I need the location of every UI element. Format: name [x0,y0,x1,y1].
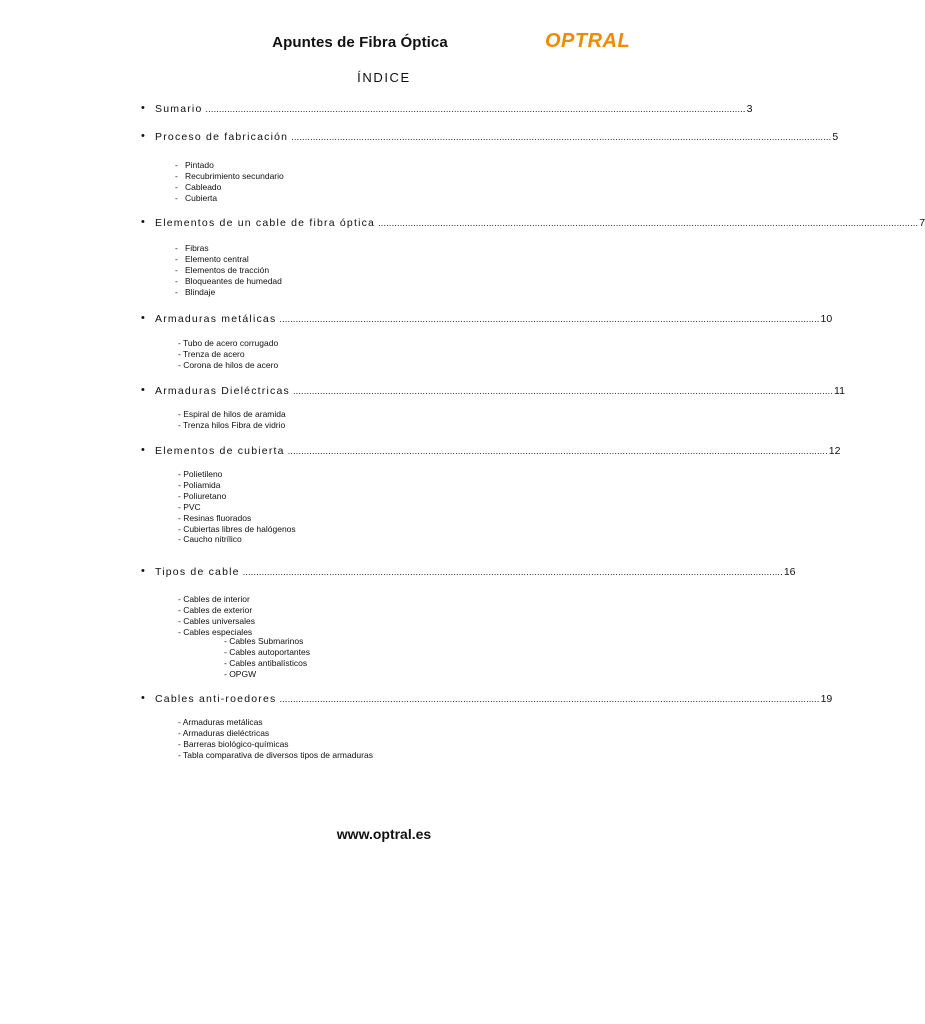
toc-entry[interactable] [141,130,839,144]
toc-subitem: - Espiral de hilos de aramida [178,409,286,419]
toc-page-number: 11 [834,385,845,397]
dot-leader: ........................................................................................................................................................................................................ [378,218,919,228]
dot-leader: ........................................................................................................................................................................................................ [242,567,783,577]
toc-subitem [175,276,282,287]
toc-entry[interactable] [141,216,925,230]
dash-marker: - [175,170,178,181]
toc-entry-row [155,102,753,116]
toc-page-number: 5 [832,131,839,143]
bullet-icon: • [141,384,145,396]
toc-subitem: - Caucho nitrílico [178,534,242,545]
toc-subitem: - Corona de hilos de acero [178,359,279,370]
dash-marker: - [175,160,178,170]
toc-subitem: - Tabla comparativa de diversos tipos de armaduras [178,749,373,760]
toc-subitem: - Armaduras dieléctricas [178,727,270,738]
toc-page-number: 7 [919,217,925,229]
toc-subitem: - Resinas fluorados [178,512,252,523]
toc-subitem-label: Bloqueantes de humedad [185,275,282,286]
toc-entry-label: Armaduras metálicas [155,313,277,325]
toc-subitem: - PVC [178,501,201,512]
toc-entry-label: Cables anti-roedores [155,693,277,705]
optral-logo: OPTRAL [545,30,631,52]
toc-subitem-label: Cubierta [185,192,218,203]
toc-subitem [175,160,214,171]
toc-entry-row [155,444,841,458]
toc-entry-label: Armaduras Dieléctricas [155,385,290,397]
dot-leader: ........................................................................................................................................................................................................ [205,104,746,114]
dot-leader: ........................................................................................................................................................................................................ [292,386,834,396]
toc-entry-label: Elementos de un cable de fibra óptica [155,217,376,229]
toc-nested-subitem: - Cables autoportantes [224,646,310,657]
dot-leader: ........................................................................................................................................................................................................ [291,132,832,142]
toc-subitem [175,265,269,276]
toc-page-number: 10 [820,313,833,325]
bullet-icon: • [141,565,145,577]
dash-marker: - [175,192,178,203]
dash-marker: - [175,286,178,297]
toc-entry-row [155,692,833,706]
toc-subitem-label: Fibras [185,243,209,253]
toc-subitem: - Armaduras metálicas [178,717,263,727]
toc-entry-row [155,130,839,144]
toc-subitem [175,171,284,182]
toc-entry-label: Tipos de cable [155,566,240,578]
toc-entry[interactable] [141,565,796,579]
toc-subitem: - Poliuretano [178,490,227,501]
toc-entry-row [155,565,796,579]
bullet-icon: • [141,130,145,142]
toc-subitem: - Cables de interior [178,594,250,604]
toc-subitem-label: Elemento central [185,253,249,264]
toc-subitem: - Trenza de acero [178,348,245,359]
toc-subitem-label: Cableado [185,181,222,192]
toc-subitem-label: Recubrimiento secundario [185,170,284,181]
toc-entry[interactable] [141,444,841,458]
bullet-icon: • [141,444,145,456]
bullet-icon: • [141,312,145,324]
toc-subitem: - Cables de exterior [178,604,253,615]
toc-subitem-label: Blindaje [185,286,216,297]
toc-subitem-label: Pintado [185,160,214,170]
dash-marker: - [175,253,178,264]
toc-page-number: 19 [820,693,833,705]
bullet-icon: • [141,692,145,704]
bullet-icon: • [141,216,145,228]
index-heading: ÍNDICE [357,70,411,85]
toc-subitem: - Trenza hilos Fibra de vidrio [178,419,286,430]
toc-subitem: - Barreras biológico-químicas [178,738,289,749]
toc-subitem [175,182,221,193]
toc-entry[interactable] [141,384,845,398]
toc-nested-subitem: - Cables antibalísticos [224,657,308,668]
toc-subitem: - Tubo de acero corrugado [178,338,279,348]
toc-subitem-label: Elementos de tracción [185,264,270,275]
toc-entry-row [155,216,925,230]
toc-page-number: 16 [783,566,796,578]
toc-subitem: - Cubiertas libres de halógenos [178,523,296,534]
toc-page-number: 3 [746,103,753,115]
toc-entry-label: Elementos de cubierta [155,445,285,457]
dot-leader: ........................................................................................................................................................................................................ [279,694,820,704]
dash-marker: - [175,264,178,275]
toc-entry-label: Proceso de fabricación [155,131,289,143]
toc-subitem [175,243,209,254]
toc-subitem: - Poliamida [178,479,221,490]
dot-leader: ........................................................................................................................................................................................................ [279,314,820,324]
toc-subitem: - Polietileno [178,469,223,479]
toc-page-number: 12 [828,445,841,457]
toc-entry-label: Sumario [155,103,203,115]
toc-subitem: - Cables especiales [178,626,253,637]
dot-leader: ........................................................................................................................................................................................................ [287,446,828,456]
dash-marker: - [175,243,178,253]
toc-subitem [175,193,217,204]
dash-marker: - [175,181,178,192]
toc-entry[interactable] [141,312,833,326]
footer-website-link[interactable]: www.optral.es [336,826,432,842]
toc-entry[interactable] [141,102,753,116]
toc-nested-subitem: - OPGW [224,668,257,679]
toc-subitem [175,287,215,298]
toc-entry[interactable] [141,692,833,706]
toc-nested-subitem: - Cables Submarinos [224,636,304,646]
bullet-icon: • [141,102,145,114]
toc-entry-row [155,384,845,398]
toc-subitem [175,254,249,265]
toc-entry-row [155,312,833,326]
document-title: Apuntes de Fibra Óptica [272,34,448,51]
dash-marker: - [175,275,178,286]
toc-subitem: - Cables universales [178,615,256,626]
